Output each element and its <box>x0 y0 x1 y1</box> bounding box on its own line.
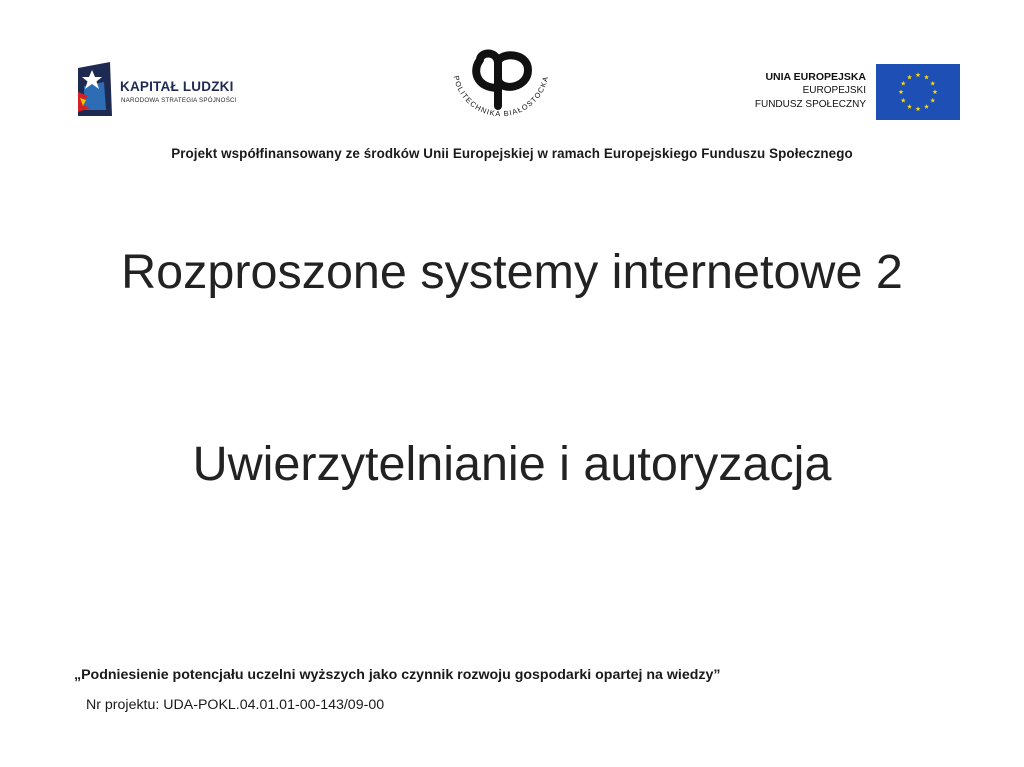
kapital-ludzki-logo <box>78 62 278 120</box>
eu-line-social-fund: FUNDUSZ SPOŁECZNY <box>754 99 866 110</box>
cofinance-note: Projekt współfinansowany ze środków Unii Europejskiej w ramach Europejskiego Funduszu Społecznego <box>171 146 853 161</box>
politechnika-bialostocka-logo <box>440 48 562 140</box>
university-arc-text: POLITECHNIKA BIAŁOSTOCKA <box>451 74 551 119</box>
project-slogan: „Podniesienie potencjału uczelni wyższych jako czynnik rozwoju gospodarki opartej na wiedzy” <box>74 667 721 683</box>
kapital-ludzki-subtitle: NARODOWA STRATEGIA SPÓJNOŚCI <box>121 97 237 104</box>
slide-subtitle: Uwierzytelnianie i autoryzacja <box>192 437 832 491</box>
eu-fund-label <box>755 70 866 112</box>
kapital-ludzki-emblem-icon <box>78 62 112 116</box>
eu-flag-icon <box>876 64 960 120</box>
eu-line-european: EUROPEJSKI <box>802 85 866 96</box>
university-emblem-icon <box>476 54 528 107</box>
kapital-ludzki-title: KAPITAŁ LUDZKI <box>120 79 234 94</box>
project-number: Nr projektu: UDA-POKL.04.01.01-00-143/09-00 <box>86 697 385 713</box>
eu-line-union: UNIA EUROPEJSKA <box>765 71 866 83</box>
slide-title: Rozproszone systemy internetowe 2 <box>121 245 903 299</box>
